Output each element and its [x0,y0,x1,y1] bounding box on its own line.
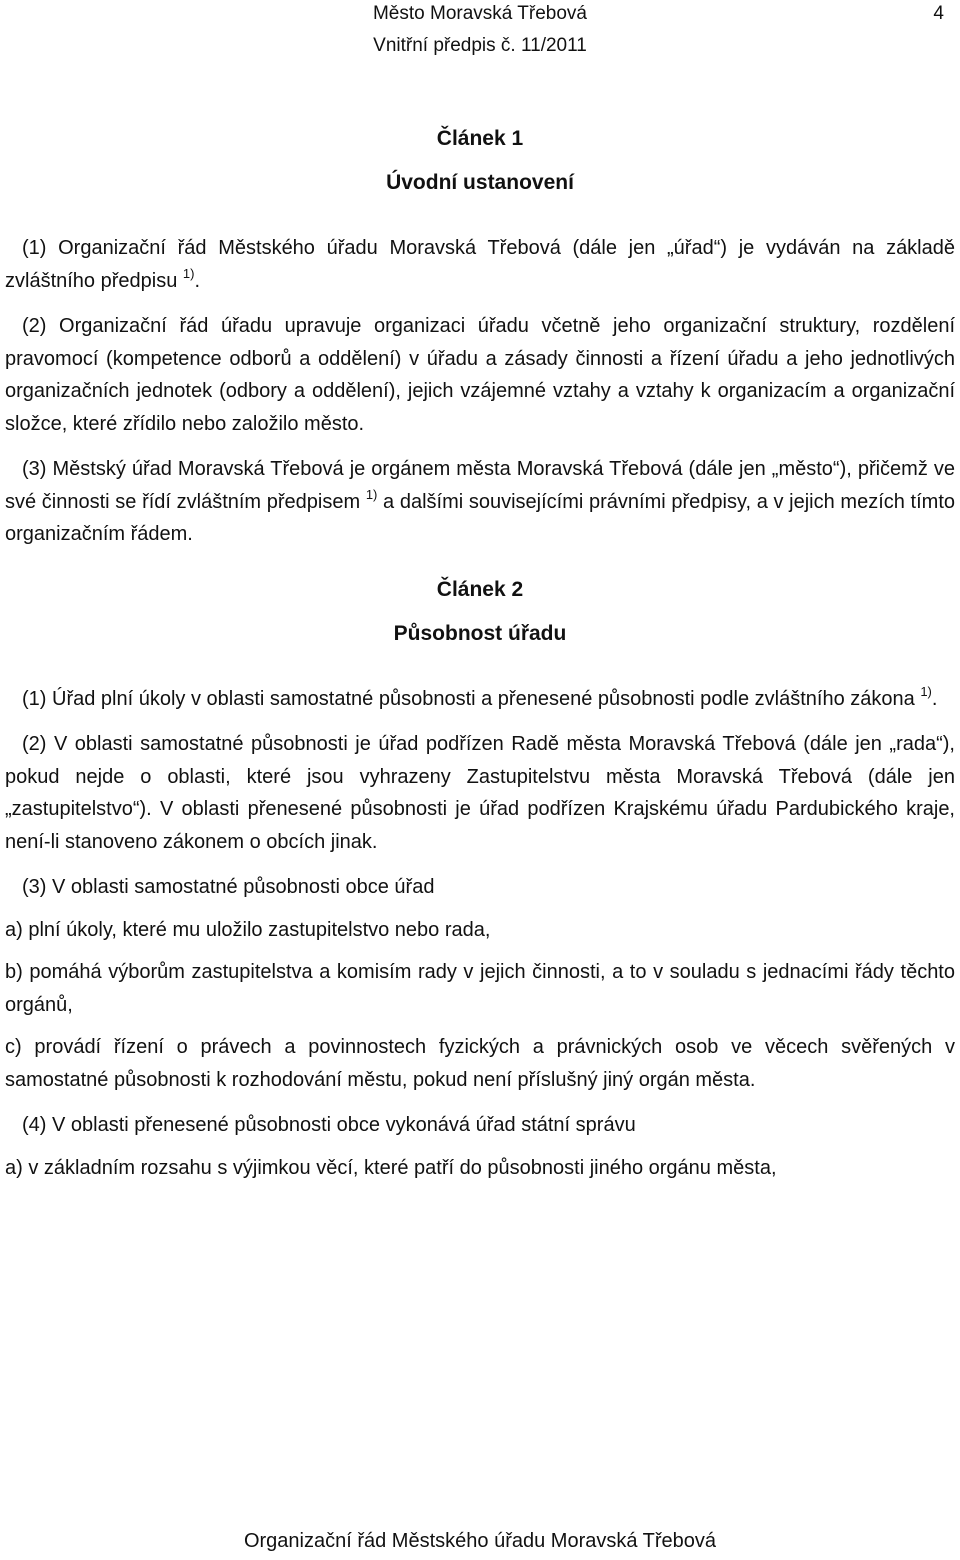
article-2-paragraph-4: (4) V oblasti přenesené působnosti obce vykonává úřad státní správu [22,1114,636,1136]
article-1-paragraph-3: (3) Městský úřad Moravská Třebová je orgánem města Moravská Třebová (dále jen „město“), přičemž ve své činnosti se řídí zvláštním předpisem $^{1)}$ a dalšími souvisejícími právními předpisy, a v jejich mezích tímto organizačním řádem. [5,458,955,545]
list-item: a) plní úkoly, které mu uložilo zastupitelstvo nebo rada, [5,918,491,941]
header-city: Město Moravská Třebová [372,3,587,24]
header-decree: Vnitřní předpis č. 11/2011 [373,35,587,56]
page-number: 4 [933,3,944,24]
footnote-ref: 1) [365,486,378,502]
page-footer: Organizační řád Městského úřadu Moravská Třebová [243,1530,717,1552]
footnote-ref: 1) [182,265,195,281]
article-2-paragraph-3: (3) V oblasti samostatné působnosti obce úřad [22,876,435,898]
article-1-paragraph-2: (2) Organizační řád úřadu upravuje organizaci úřadu včetně jeho organizační struktury, rozdělení pravomocí (kompetence odborů a oddělení) v úřadu a zásady činnosti a řízení úřadu a jeho jednotlivých organizačních jednotek (odbory a oddělení), jejich vzájemné vztahy a vztahy k organizacím a organizační složce, které zřídilo nebo založilo město. [5,315,955,435]
page-header [0,0,960,70]
article-2-title: Působnost úřadu [393,621,567,645]
document-body [5,124,955,1184]
article-1-number: Článek 1 [436,127,524,150]
footnote-ref: 1) [920,683,932,699]
article-2-paragraph-1: (1) Úřad plní úkoly v oblasti samostatné působnosti a přenesené působnosti podle zvláštního zákona $^{1)}$. [22,683,938,710]
article-1-paragraph-1: (1) Organizační řád Městského úřadu Moravská Třebová (dále jen „úřad“) je vydáván na základě zvláštního předpisu $^{1)}$. [5,237,955,292]
list-item: a) v základním rozsahu s výjimkou věcí, které patří do působnosti jiného orgánu města, [5,1156,777,1179]
article-2-number: Článek 2 [436,577,524,601]
article-2-paragraph-2: (2) V oblasti samostatné působnosti je úřad podřízen Radě města Moravská Třebová (dále jen „rada“), pokud nejde o oblasti, které jsou vyhrazeny Zastupitelstvu města Moravská Třebová (dále jen „zastupitelstvo“). V oblasti přenesené působnosti je úřad podřízen Krajskému úřadu Pardubického kraje, není-li stanoveno zákonem o obcích jinak. [5,733,955,853]
list-item: c) provádí řízení o právech a povinnostech fyzických a právnických osob ve věcech svěřených v samostatné působnosti k rozhodování městu, pokud není příslušný jiný orgán města. [5,1036,955,1091]
article-1-title: Úvodní ustanovení [386,171,574,194]
list-item: b) pomáhá výborům zastupitelstva a komisím rady v jejich činnosti, a to v souladu s jednacími řády těchto orgánů, [5,961,955,1016]
